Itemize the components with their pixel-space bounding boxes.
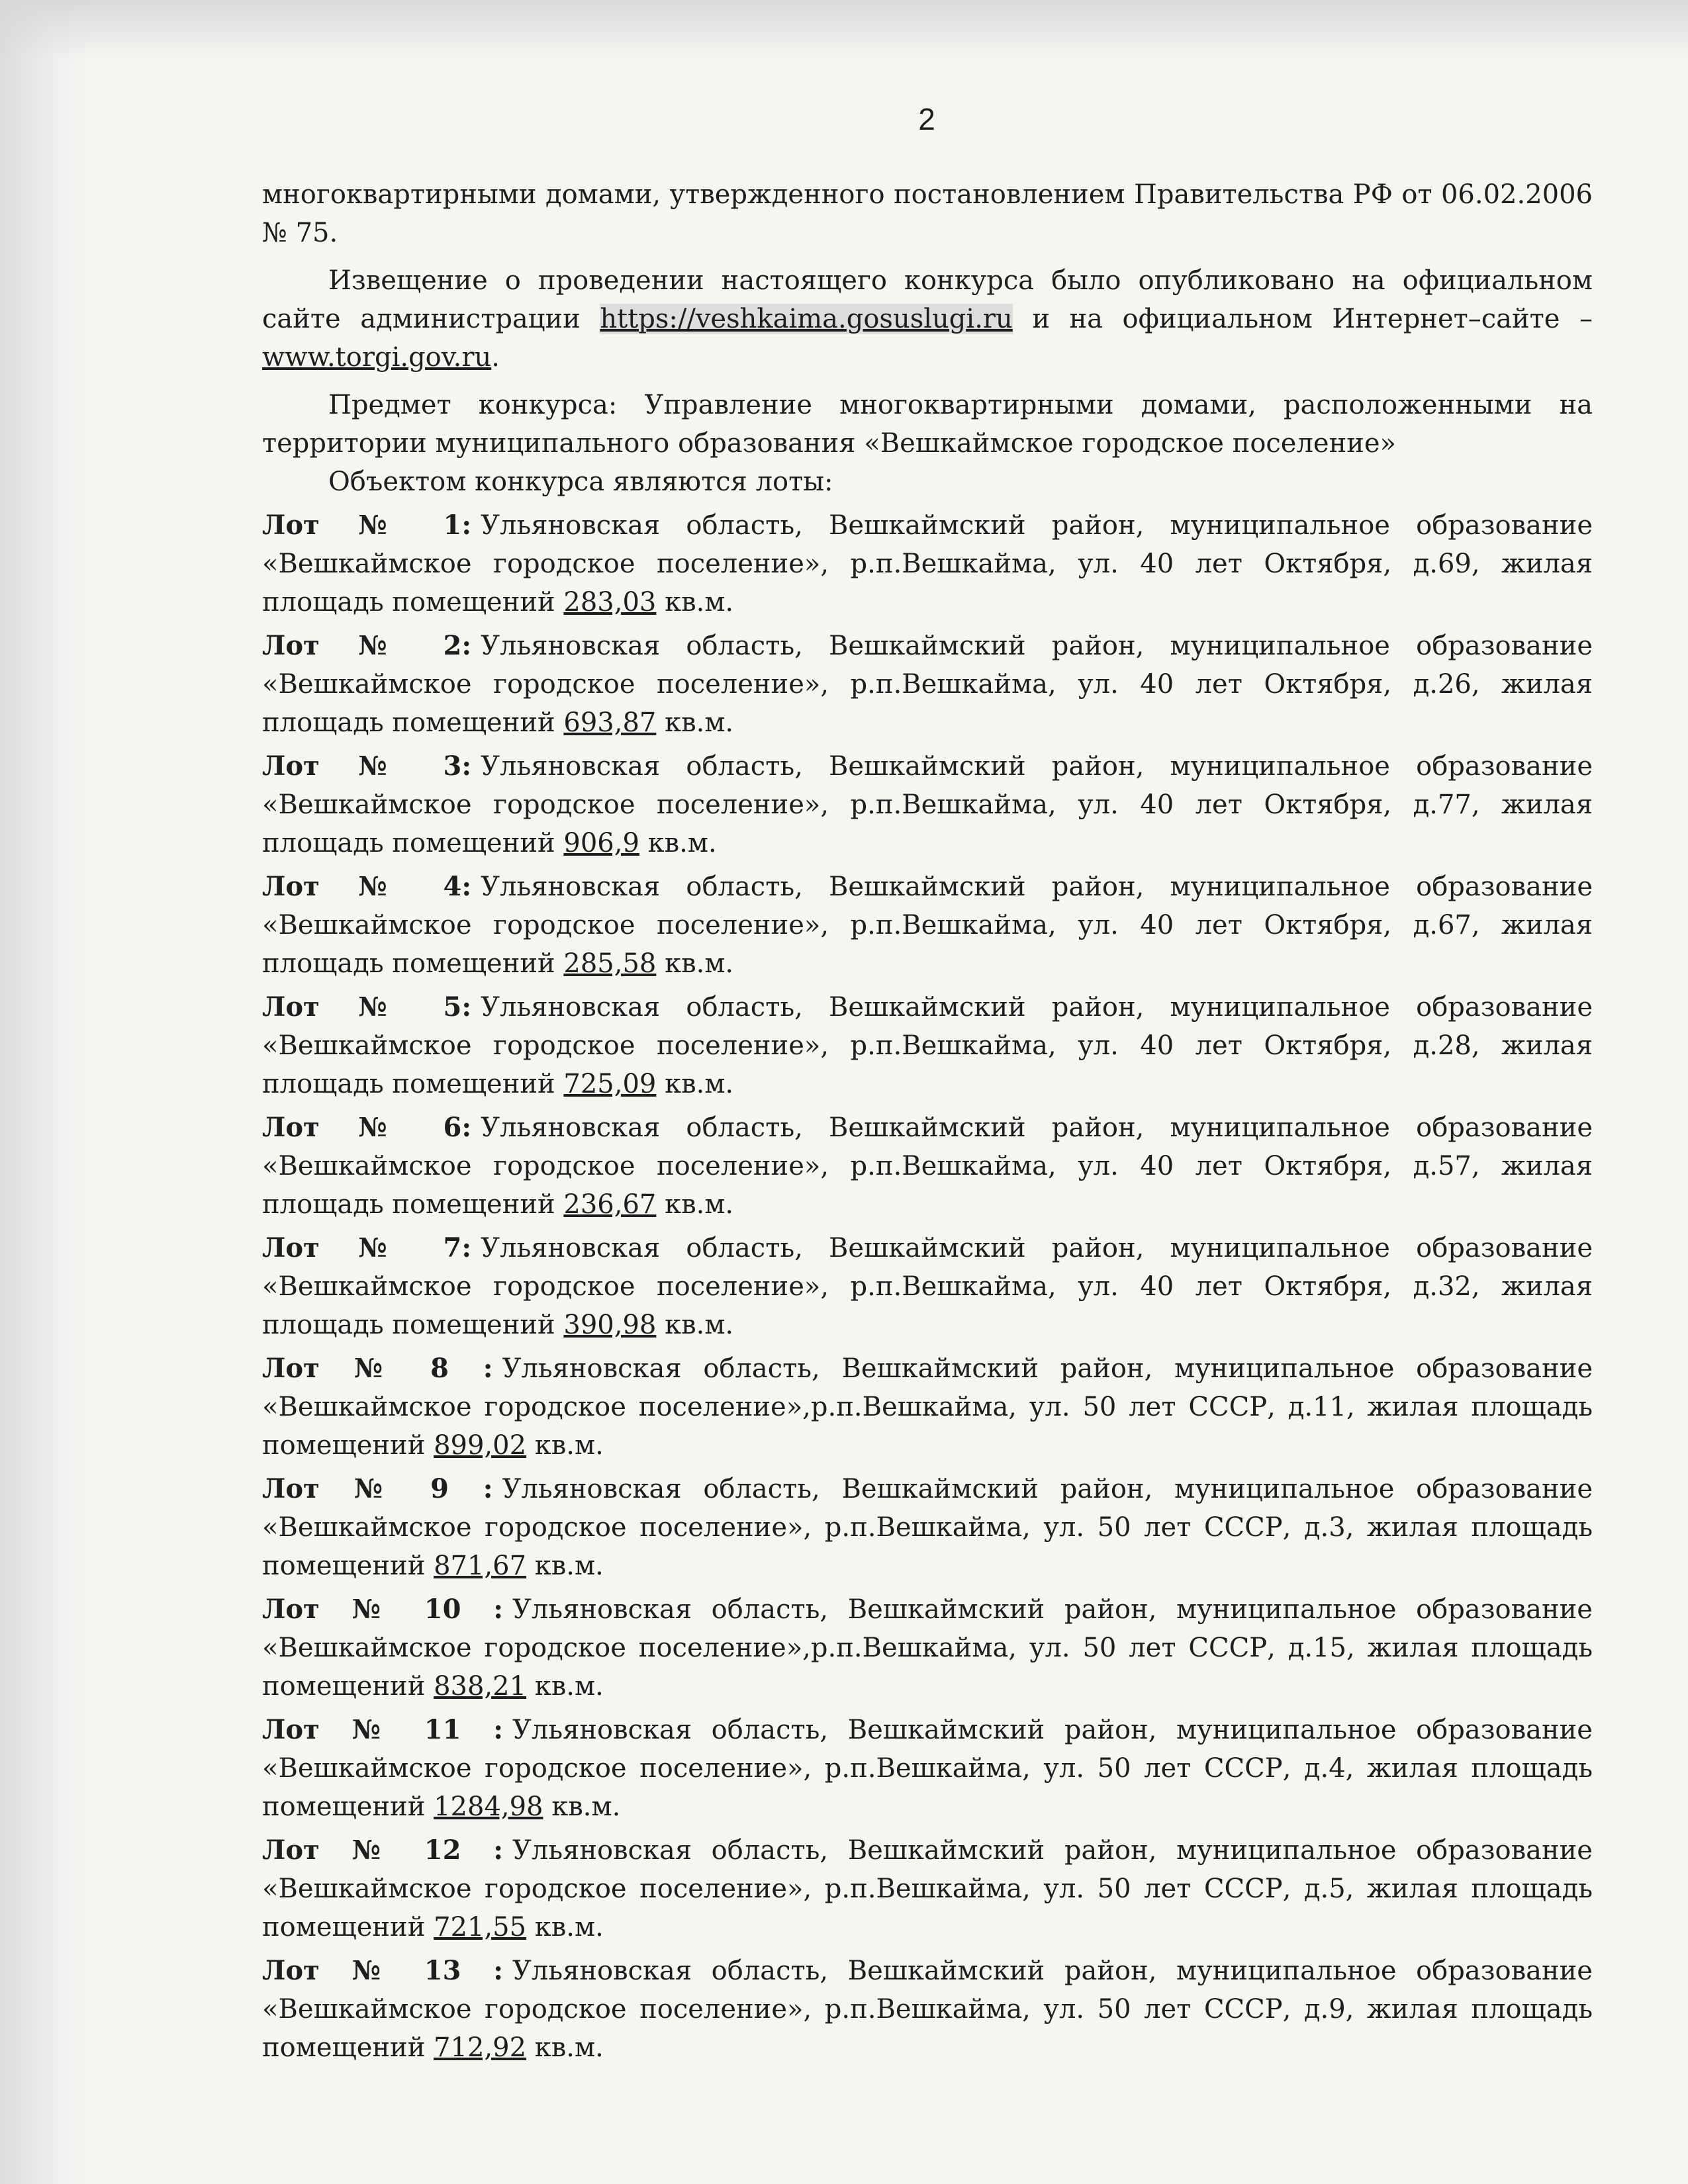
lot-description: Ульяновская область, Вешкаймский район, муниципальное образование «Вешкаймское городское поселение»,р.п.Вешкайма, ул. 50 лет СССР, д.11, жилая площадь помещений (262, 1353, 1593, 1461)
lot-item (262, 868, 1593, 983)
scan-shadow-top (0, 0, 1688, 60)
lot-item (262, 1109, 1593, 1224)
lot-item (262, 1831, 1593, 1946)
page-number: 2 (918, 102, 935, 136)
lot-label: Лот № 12 : (262, 1835, 504, 1866)
lot-label: Лот № 6: (262, 1112, 472, 1143)
link-torgi-gov[interactable]: www.torgi.gov.ru (262, 342, 492, 373)
lot-item (262, 1590, 1593, 1706)
lot-area: 1284,98 (434, 1792, 543, 1822)
lot-label: Лот № 9 : (262, 1473, 493, 1504)
lot-item (262, 747, 1593, 862)
lot-area: 390,98 (563, 1310, 657, 1340)
lot-area-unit: кв.м. (665, 587, 734, 617)
lot-area-unit: кв.м. (534, 1912, 604, 1942)
lot-area-unit: кв.м. (665, 1069, 734, 1099)
lot-description: Ульяновская область, Вешкаймский район, муниципальное образование «Вешкаймское городское поселение»,р.п.Вешкайма, ул. 50 лет СССР, д.15, жилая площадь помещений (262, 1594, 1593, 1702)
lot-label: Лот № 10 : (262, 1594, 504, 1625)
lot-area-unit: кв.м. (534, 1671, 604, 1702)
lot-area-unit: кв.м. (534, 2032, 604, 2063)
lot-area: 838,21 (434, 1671, 527, 1702)
lot-description: Ульяновская область, Вешкаймский район, муниципальное образование «Вешкаймское городское поселение», р.п.Вешкайма, ул. 40 лет Октября, д.32, жилая площадь помещений (262, 1233, 1593, 1340)
lot-description: Ульяновская область, Вешкаймский район, муниципальное образование «Вешкаймское городское поселение», р.п.Вешкайма, ул. 50 лет СССР, д.9, жилая площадь помещений (262, 1956, 1593, 2063)
lot-area: 725,09 (563, 1069, 657, 1099)
lot-label: Лот № 2: (262, 630, 472, 661)
lot-item (262, 627, 1593, 742)
lot-description: Ульяновская область, Вешкаймский район, муниципальное образование «Вешкаймское городское поселение», р.п.Вешкайма, ул. 50 лет СССР, д.5, жилая площадь помещений (262, 1835, 1593, 1942)
lot-area-unit: кв.м. (534, 1551, 604, 1581)
lot-description: Ульяновская область, Вешкаймский район, муниципальное образование «Вешкаймское городское поселение», р.п.Вешкайма, ул. 40 лет Октября, д.26, жилая площадь помещений (262, 631, 1593, 738)
notice-text-end: . (491, 342, 500, 373)
lot-label: Лот № 11 : (262, 1714, 504, 1745)
lot-label: Лот № 3: (262, 751, 472, 782)
lot-item (262, 1470, 1593, 1585)
lot-label: Лот № 7: (262, 1232, 472, 1263)
link-veshkaima-gosuslugi[interactable]: https://veshkaima.gosuslugi.ru (600, 304, 1013, 334)
lot-area-unit: кв.м. (534, 1430, 604, 1461)
notice-text-middle: и на официальном Интернет–сайте – (1012, 304, 1593, 334)
lot-area: 693,87 (563, 707, 657, 738)
lot-description: Ульяновская область, Вешкаймский район, муниципальное образование «Вешкаймское городское поселение», р.п.Вешкайма, ул. 50 лет СССР, д.4, жилая площадь помещений (262, 1715, 1593, 1822)
lot-item (262, 1229, 1593, 1344)
lot-label: Лот № 4: (262, 871, 472, 902)
lots-list (262, 506, 1593, 2067)
lot-area: 871,67 (434, 1551, 527, 1581)
lot-item (262, 506, 1593, 621)
lot-area: 906,9 (563, 828, 639, 858)
lot-label: Лот № 8 : (262, 1353, 493, 1384)
lot-area: 236,67 (563, 1189, 657, 1220)
lot-item (262, 1349, 1593, 1465)
lot-area: 712,92 (434, 2032, 527, 2063)
lot-description: Ульяновская область, Вешкаймский район, муниципальное образование «Вешкаймское городское поселение», р.п.Вешкайма, ул. 40 лет Октября, д.67, жилая площадь помещений (262, 872, 1593, 979)
paragraph-notice (262, 261, 1593, 377)
lot-area-unit: кв.м. (665, 1310, 734, 1340)
notice-text-start: Извещение о проведении настоящего конкурса было опубликовано на официальном сайте администрации (262, 265, 1593, 334)
lot-area: 899,02 (434, 1430, 527, 1461)
lot-area: 283,03 (563, 587, 657, 617)
lot-item (262, 988, 1593, 1103)
document-body (262, 175, 1593, 2067)
lot-description: Ульяновская область, Вешкаймский район, муниципальное образование «Вешкаймское городское поселение», р.п.Вешкайма, ул. 40 лет Октября, д.28, жилая площадь помещений (262, 992, 1593, 1099)
lot-label: Лот № 13 : (262, 1955, 504, 1986)
lot-item (262, 1952, 1593, 2067)
lot-area-unit: кв.м. (647, 828, 717, 858)
lot-area: 721,55 (434, 1912, 527, 1942)
lot-item (262, 1711, 1593, 1826)
lot-label: Лот № 5: (262, 991, 472, 1023)
lot-description: Ульяновская область, Вешкаймский район, муниципальное образование «Вешкаймское городское поселение», р.п.Вешкайма, ул. 40 лет Октября, д.69, жилая площадь помещений (262, 510, 1593, 617)
lot-description: Ульяновская область, Вешкаймский район, муниципальное образование «Вешкаймское городское поселение», р.п.Вешкайма, ул. 50 лет СССР, д.3, жилая площадь помещений (262, 1474, 1593, 1581)
lot-area-unit: кв.м. (551, 1792, 621, 1822)
lot-description: Ульяновская область, Вешкаймский район, муниципальное образование «Вешкаймское городское поселение», р.п.Вешкайма, ул. 40 лет Октября, д.57, жилая площадь помещений (262, 1113, 1593, 1220)
paragraph-regulation: многоквартирными домами, утвержденного постановлением Правительства РФ от 06.02.2006 № 75. (262, 179, 1593, 248)
lot-area-unit: кв.м. (665, 707, 734, 738)
lot-area: 285,58 (563, 948, 657, 979)
lots-intro: Объектом конкурса являются лоты: (328, 467, 833, 497)
lot-label: Лот № 1: (262, 510, 472, 541)
lot-description: Ульяновская область, Вешкаймский район, муниципальное образование «Вешкаймское городское поселение», р.п.Вешкайма, ул. 40 лет Октября, д.77, жилая площадь помещений (262, 751, 1593, 858)
paragraph-subject: Предмет конкурса: Управление многоквартирными домами, расположенными на территории муниципального образования «Вешкаймское городское поселение» (262, 390, 1593, 459)
lot-area-unit: кв.м. (665, 1189, 734, 1220)
scan-shadow-left (0, 0, 93, 2184)
lot-area-unit: кв.м. (665, 948, 734, 979)
